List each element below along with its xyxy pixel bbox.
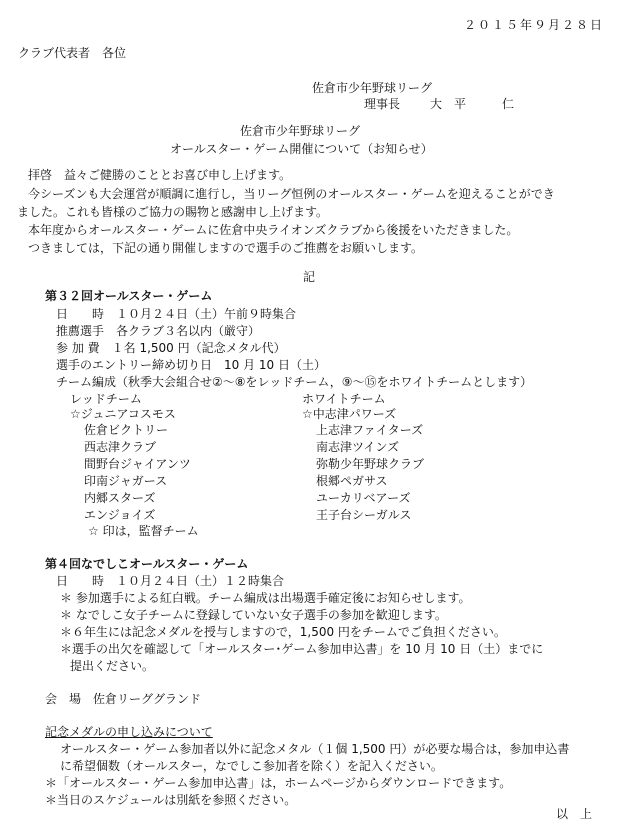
medal-line: ＊「オールスター・ゲーム参加申込書」は，ホームページからダウンロードできます。 — [45, 776, 512, 790]
red-team-club: 間野台ジャイアンツ — [84, 457, 191, 471]
intro-line: つきましては，下記の通り開催しますので選手のご推薦をお願いします。 — [28, 241, 424, 255]
red-team-club: エンジョイズ — [84, 508, 156, 522]
intro-line: 拝啓 益々ご健勝のこととお喜び申し上げます。 — [28, 168, 292, 182]
white-team-club: 王子台シーガルス — [316, 508, 412, 522]
intro-line: ました。これも皆様のご協力の賜物と感謝申し上げます。 — [17, 205, 329, 219]
medal-heading: 記念メダルの申し込みについて — [45, 725, 213, 739]
closing-mark: 以 上 — [556, 807, 593, 821]
white-team-captain: ☆中志津パワーズ — [302, 407, 397, 421]
medal-line: に希望個数（オールスター，なでしこ参加者を除く）を記入ください。 — [60, 759, 443, 773]
intro-line: 今シーズンも大会運営が順調に進行し，当リーグ恒例のオールスター・ゲームを迎えることができ — [28, 187, 555, 201]
red-team-club: 西志津クラブ — [84, 440, 157, 454]
sender-name: 大 平 仁 — [430, 97, 515, 111]
red-team-club: 佐倉ビクトリー — [84, 423, 169, 437]
white-team-club: 上志津ファイターズ — [316, 423, 424, 437]
red-team-club: 内郷スターズ — [84, 491, 156, 505]
game1-selection: 推薦選手 各クラブ３名以内（厳守） — [56, 324, 261, 338]
red-team-captain: ☆ジュニアコスモス — [70, 407, 176, 421]
red-team-header: レッドチーム — [70, 392, 142, 406]
venue-line: 会 場 佐倉リーググランド — [45, 692, 202, 706]
white-team-club: 弥勒少年野球クラブ — [316, 457, 425, 471]
sender-org: 佐倉市少年野球リーグ — [312, 81, 433, 95]
game2-note: 提出ください。 — [70, 659, 155, 673]
medal-line: オールスター・ゲーム参加者以外に記念メタル（１個 1,500 円）が必要な場合は，参加申込書 — [60, 742, 570, 756]
white-team-club: 根郷ペガサス — [316, 474, 388, 488]
game1-fee: 参 加 費 １名 1,500 円（記念メタル代） — [56, 341, 286, 355]
game2-note: ＊６年生には記念メダルを授与しますので，1,500 円をチームでご負担ください。 — [60, 625, 506, 639]
letter-date: ２０１５年９月２８日 — [464, 18, 605, 32]
game2-note: ＊ なでしこ女子チームに登録していない女子選手の参加を歓迎します。 — [60, 608, 447, 622]
white-team-club: ユーカリベアーズ — [316, 491, 411, 505]
recipient-line: クラブ代表者 各位 — [18, 46, 127, 60]
intro-line: 本年度からオールスター・ゲームに佐倉中央ライオンズクラブから後援をいただきました。 — [28, 223, 519, 237]
game2-note: ＊選手の出欠を確認して「オールスター･ゲーム参加申込書」を 10 月 10 日（土）までに — [60, 642, 544, 656]
game2-note: ＊ 参加選手による紅白戦。チーム編成は出場選手確定後にお知らせします。 — [60, 591, 471, 605]
white-team-header: ホワイトチーム — [302, 392, 386, 406]
medal-line: ＊当日のスケジュールは別紙を参照ください。 — [45, 793, 297, 807]
white-team-club: 南志津ツインズ — [316, 440, 400, 454]
title-line-1: 佐倉市少年野球リーグ — [240, 124, 361, 138]
game1-datetime: 日 時 １０月２４日（土）午前９時集合 — [56, 307, 297, 321]
red-team-club: 印南ジャガース — [84, 474, 168, 488]
game1-deadline: 選手のエントリー締め切り日 10 月 10 日（土） — [56, 358, 326, 372]
ki-mark: 記 — [303, 270, 316, 284]
game2-heading: 第４回なでしこオールスター・ゲーム — [45, 557, 249, 571]
title-line-2: オールスター・ゲーム開催について（お知らせ） — [170, 142, 433, 156]
captain-legend: ☆ 印は，監督チーム — [88, 524, 199, 538]
game2-datetime: 日 時 １０月２４日（土）１２時集合 — [56, 574, 285, 588]
game1-heading: 第３２回オールスター・ゲーム — [45, 289, 213, 303]
game1-teams-note: チーム編成（秋季大会組合せ②～⑧をレッドチーム，⑨～⑮をホワイトチームとします） — [56, 375, 533, 389]
sender-role: 理事長 — [364, 97, 401, 111]
